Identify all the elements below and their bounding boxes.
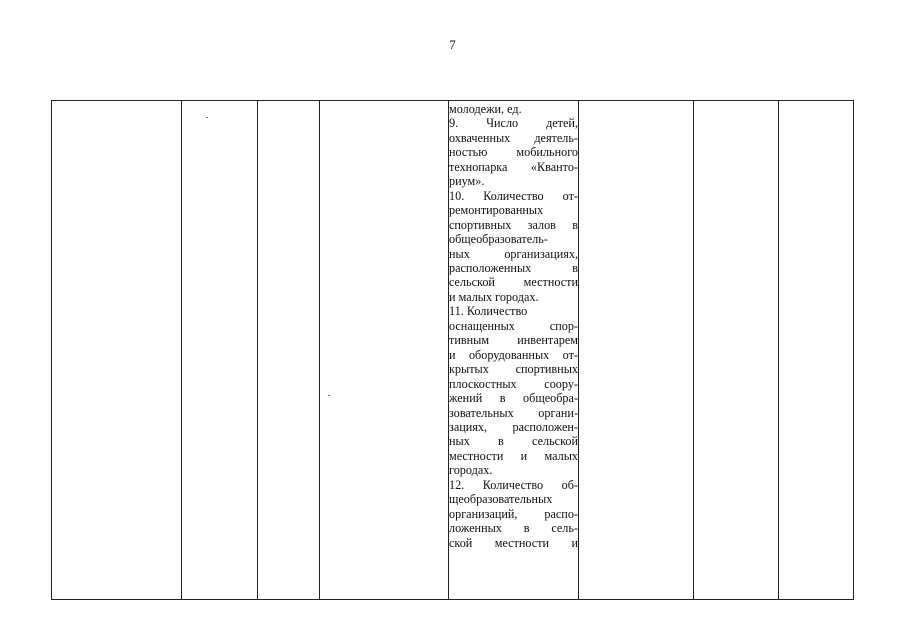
scan-artifact [328,395,330,396]
indicator-line: ремонтированных [449,203,544,218]
column-divider [578,101,579,599]
indicator-line: щеобразовательных [449,492,553,507]
page-number: 7 [449,37,456,52]
indicator-line: сельской местности [449,275,578,290]
indicator-line: молодежи, ед. [449,102,522,116]
indicator-line: ных в сельской [449,434,578,449]
indicator-line: тивным инвентарем [449,333,578,348]
indicator-line: плоскостных соору- [449,376,578,391]
indicator-line: охваченных деятель- [449,130,578,145]
indicator-cell [449,101,578,550]
column-divider [778,101,779,599]
indicator-line: зовательных органи- [449,405,578,420]
indicator-line: 12. Количество об- [449,477,578,492]
indicator-line: зациях, расположен- [449,419,578,434]
indicator-line: и оборудованных от- [449,347,578,362]
indicator-table [51,100,854,600]
indicator-line: риум». [449,174,485,189]
indicator-line: местности и малых [449,448,578,463]
scan-artifact [206,117,208,118]
indicator-line: организаций, распо- [449,506,578,521]
column-divider [693,101,694,599]
indicator-line: крытых спортивных [449,362,578,377]
indicator-line: ской местности и [449,535,578,550]
indicator-line: и малых городах. [449,289,539,304]
indicator-line: спортивных залов в [449,217,578,232]
indicator-line: общеобразователь- [449,232,548,247]
indicator-line: ных организациях, [449,246,578,261]
indicator-line: ложенных в сель- [449,521,578,536]
indicator-line: оснащенных спор- [449,318,578,333]
indicator-line: 9. Число детей, [449,116,578,131]
indicator-line: технопарка «Кванто- [449,159,578,174]
column-divider [181,101,182,599]
indicator-line: ностью мобильного [449,145,578,160]
indicator-line: жений в общеобра- [449,391,578,406]
column-divider [319,101,320,599]
indicator-line: городах. [449,463,493,478]
column-divider [257,101,258,599]
indicator-line: расположенных в [449,260,578,275]
indicator-line: 10. Количество от- [449,188,578,203]
indicator-line: 11. Количество [449,304,528,319]
